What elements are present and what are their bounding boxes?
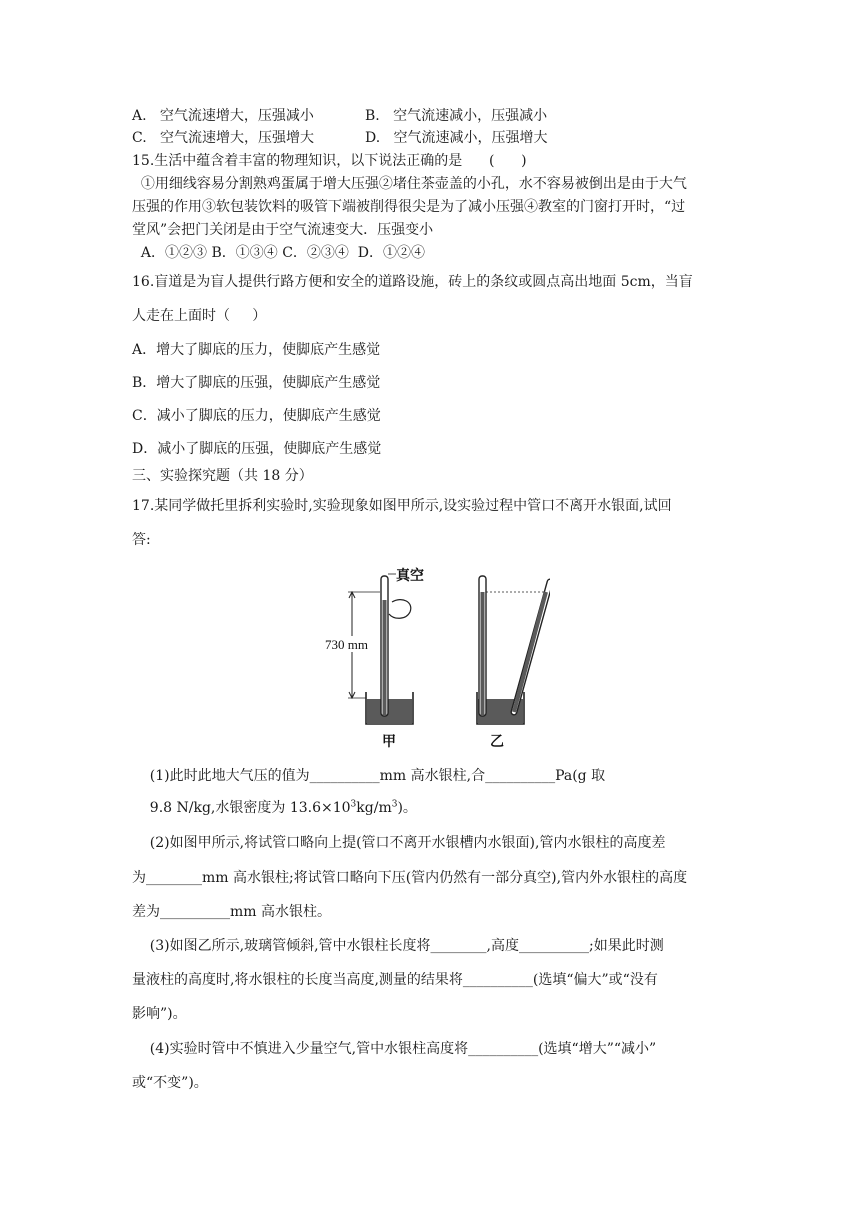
label-jia: 甲 <box>382 734 396 750</box>
torricelli-figure <box>310 562 550 752</box>
q16-option-d: D．减小了脚底的压强，使脚底产生感觉 <box>132 441 382 457</box>
q15-stem: 15.生活中蕴含着丰富的物理知识，以下说法正确的是 ( ) <box>132 153 527 169</box>
q17-part2-line-1: (2)如图甲所示,将试管口略向上提(管口不离开水银槽内水银面),管内水银柱的高度差 <box>132 835 666 851</box>
torricelli-diagram <box>310 562 550 752</box>
mercury-in-dish-left <box>367 699 412 723</box>
label-yi: 乙 <box>490 734 504 750</box>
q14-option-c: C. 空气流速增大，压强增大 <box>132 130 315 146</box>
q16-line-2: 人走在上面时（ ） <box>132 308 267 324</box>
q17-part4-line-1: (4)实验时管中不慎进入少量空气,管中水银柱高度将__________(选填“增大”“减小” <box>132 1041 657 1057</box>
figure-right-apparatus <box>477 576 550 750</box>
q17-line-2: 答: <box>132 532 151 548</box>
q15-line-3: 堂风”会把门关闭是由于空气流速变大．压强变小 <box>132 222 434 238</box>
figure-left-apparatus <box>324 567 424 750</box>
q17-part1-line-1: (1)此时此地大气压的值为__________mm 高水银柱,合__________Pa(g 取 <box>132 768 606 784</box>
q16-option-b: B．增大了脚底的压强，使脚底产生感觉 <box>132 375 381 391</box>
q17-part4-line-2: 或“不变”)。 <box>132 1075 208 1091</box>
q16-line-1: 16.盲道是为盲人提供行路方便和安全的道路设施，砖上的条纹或圆点高出地面 5cm，当盲 <box>132 274 693 290</box>
section-3-heading: 三、实验探究题（共 18 分） <box>132 468 313 484</box>
mercury-column-left <box>383 600 387 715</box>
q16-option-a: A．增大了脚底的压力，使脚底产生感觉 <box>132 342 381 358</box>
q17-part3-line-3: 影响”)。 <box>132 1006 187 1022</box>
vacuum-label: 真空 <box>396 568 424 584</box>
mercury-column-vertical <box>481 592 485 715</box>
q14-option-a: A. 空气流速增大，压强减小 <box>132 108 314 124</box>
q14-option-b: B. 空气流速减小，压强减小 <box>365 108 548 124</box>
q17-part1-line-2: 9.8 N/kg,水银密度为 $13.6\times 10^3kg/m^3$)。 <box>132 799 417 816</box>
q17-part3-line-1: (3)如图乙所示,玻璃管倾斜,管中水银柱长度将________,高度__________;如果此时测 <box>132 938 664 954</box>
q15-line-2: 压强的作用③软包装饮料的吸管下端被削得很尖是为了减小压强④教室的门窗打开时，“过 <box>132 199 686 215</box>
q16-option-c: C．减小了脚底的压力，使脚底产生感觉 <box>132 408 381 424</box>
height-label: 730 mm <box>325 637 368 652</box>
q15-options: A．①②③ B．①③④ C．②③④ D．①②④ <box>132 245 426 261</box>
q15-line-1: ①用细线容易分割熟鸡蛋属于增大压强②堵住茶壶盖的小孔，水不容易被倒出是由于大气 <box>132 176 687 192</box>
q17-part2-line-2: 为________mm 高水银柱;将试管口略向下压(管内仍然有一部分真空),管内外水银柱的高度 <box>132 870 688 886</box>
q17-part3-line-2: 量液柱的高度时,将水银柱的长度当高度,测量的结果将__________(选填“偏大”或“没有 <box>132 972 658 988</box>
q17-part2-line-3: 差为__________mm 高水银柱。 <box>132 904 332 920</box>
mercury-column-tilted <box>514 592 546 712</box>
q14-option-d: D. 空气流速减小，压强增大 <box>365 130 548 146</box>
hand-icon <box>389 600 411 619</box>
q17-line-1: 17.某同学做托里拆利实验时,实验现象如图甲所示,设实验过程中管口不离开水银面,试回 <box>132 498 672 514</box>
